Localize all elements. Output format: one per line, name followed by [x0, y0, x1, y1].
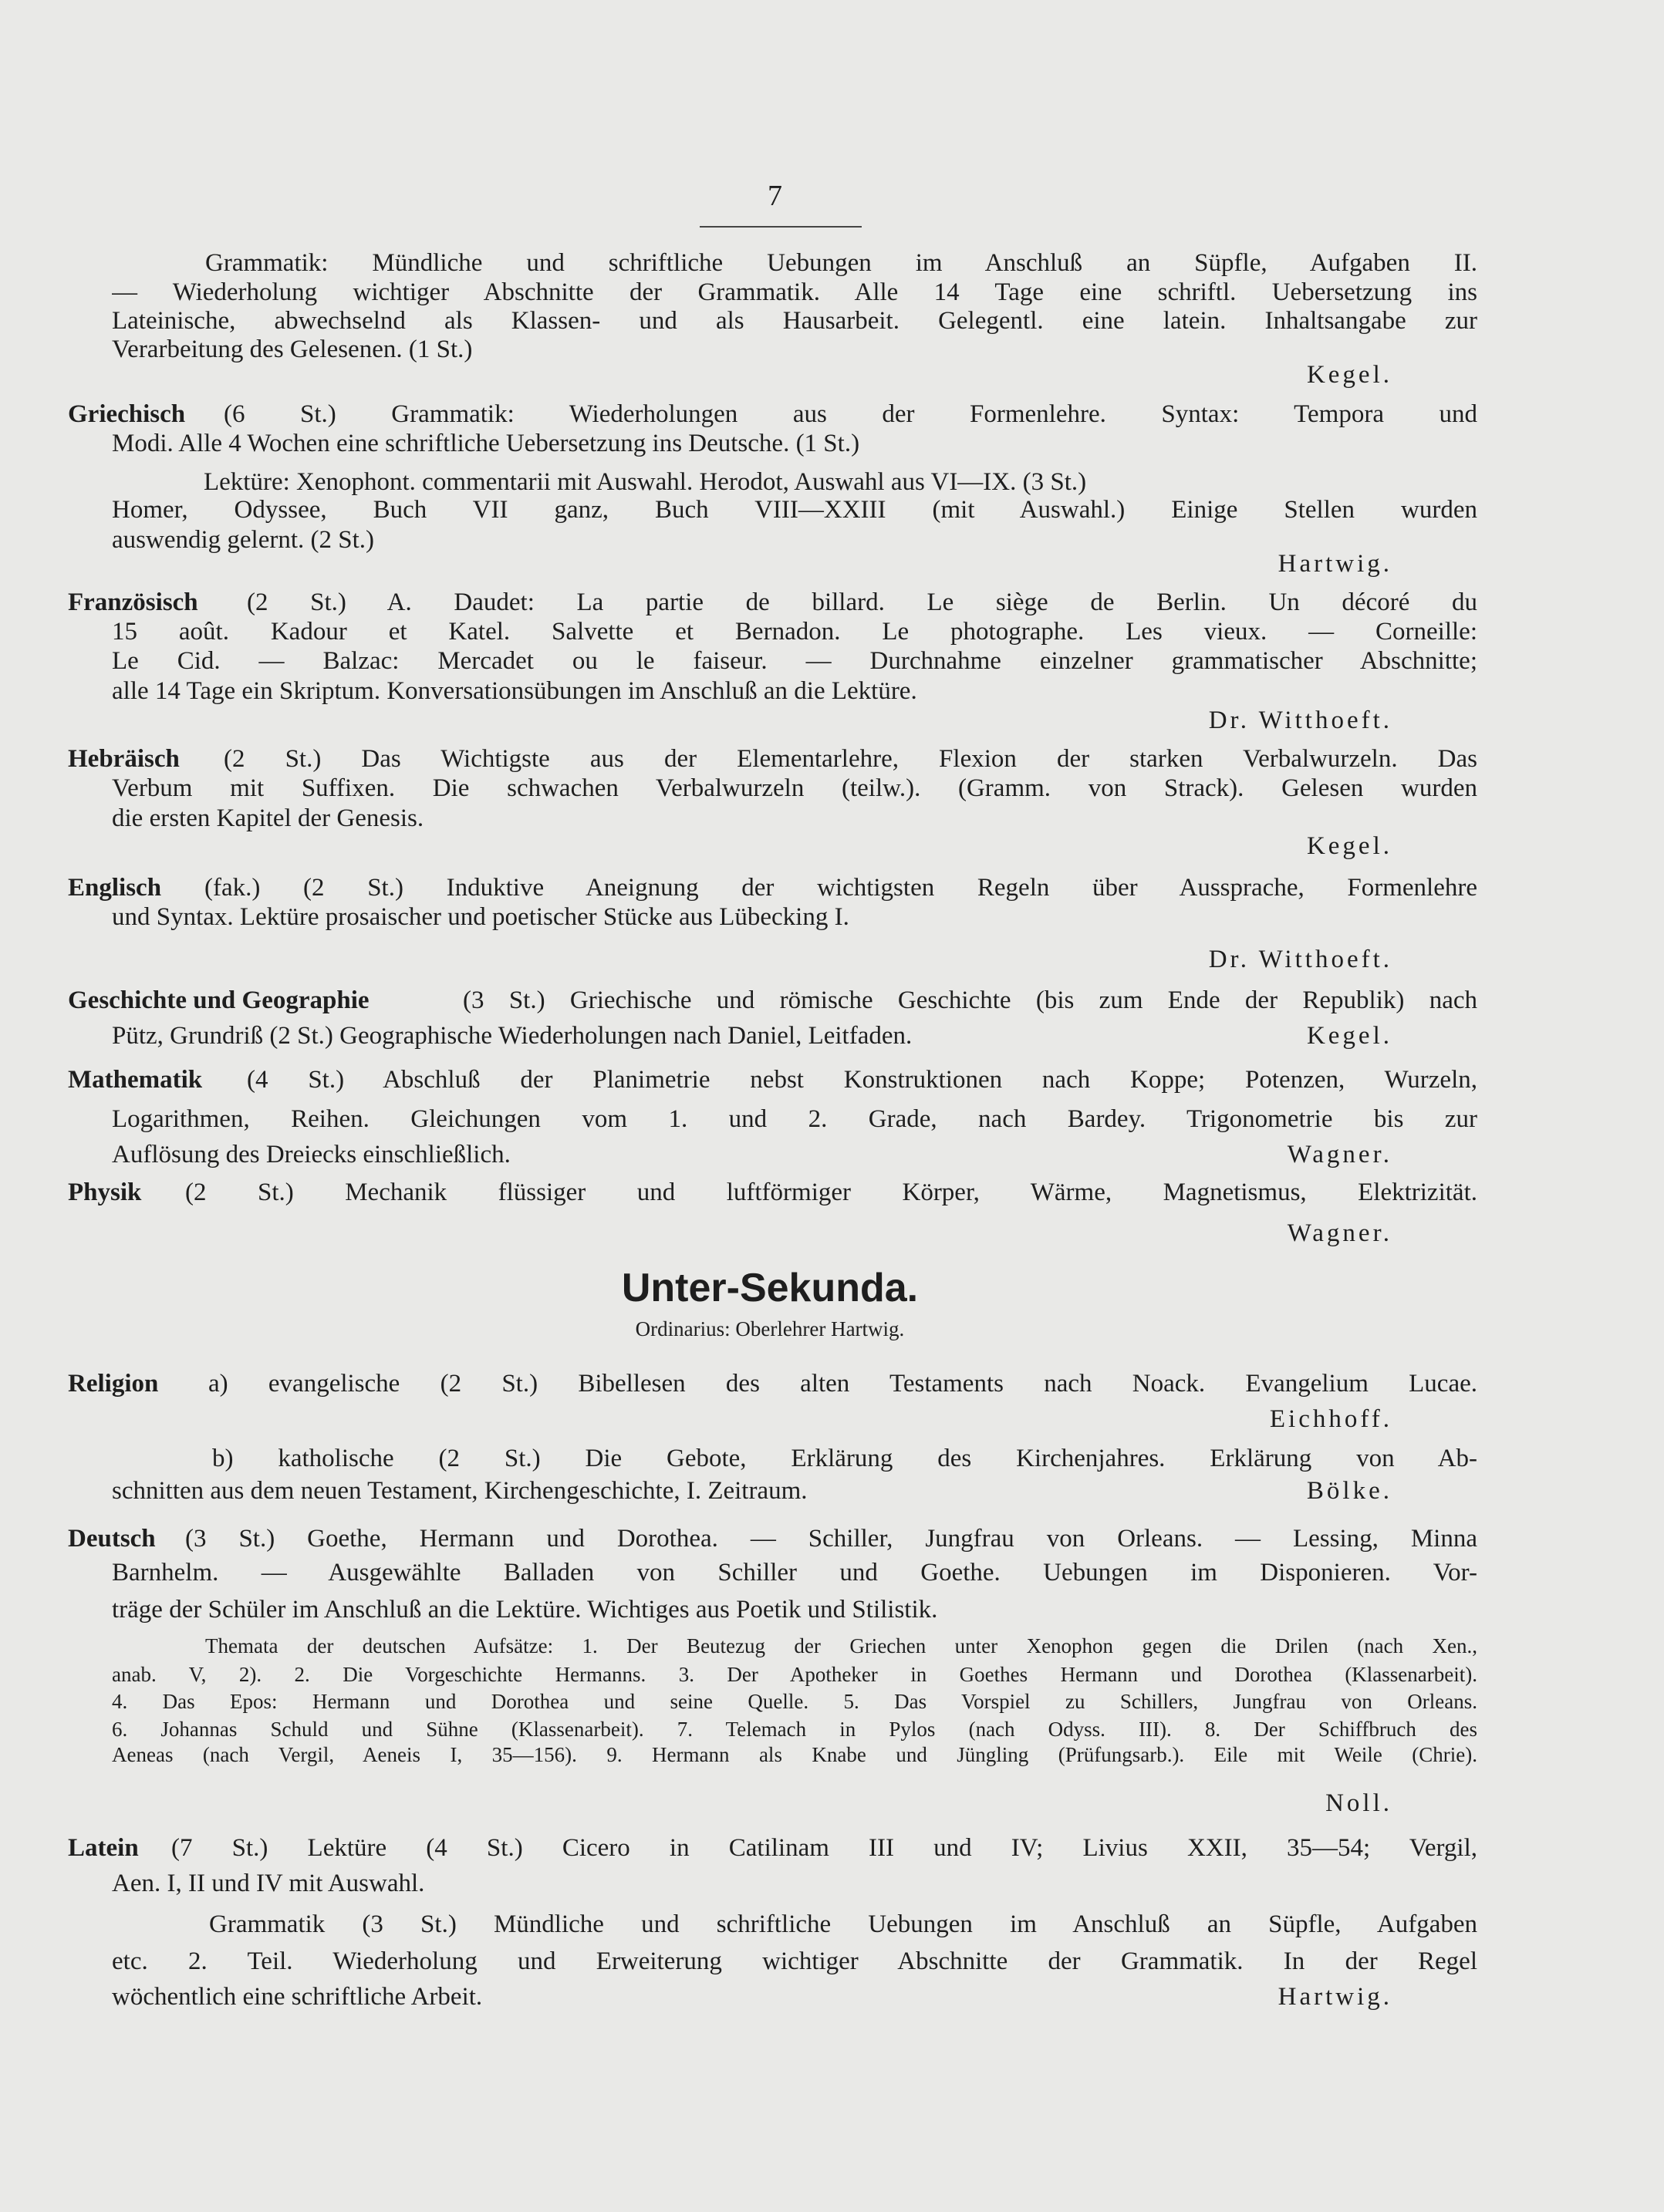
text-line: träge der Schüler im Anschluß an die Lektüre. Wichtiges aus Poetik und Stilistik. — [112, 1596, 938, 1624]
themata-line: 4. Das Epos: Hermann und Dorothea und seine Quelle. 5. Das Vorspiel zu Schillers, Jungfrau von Orleans. — [112, 1690, 1477, 1713]
text-line: schnitten aus dem neuen Testament, Kirchengeschichte, I. Zeitraum. — [112, 1477, 808, 1505]
teacher-signature: Noll. — [1325, 1789, 1392, 1817]
subject-heading: Englisch — [68, 874, 162, 902]
text-line: (7 St.) Lektüre (4 St.) Cicero in Catilinam III und IV; Livius XXII, 35—54; Vergil, — [171, 1834, 1477, 1862]
teacher-signature: Dr. Witthoeft. — [1208, 946, 1392, 973]
teacher-signature: Hartwig. — [1278, 1983, 1392, 2011]
text-line: Le Cid. — Balzac: Mercadet ou le faiseur. — Durchnahme einzelner grammatischer Abschnitte; — [112, 647, 1477, 675]
text-line: Lektüre: Xenophont. commentarii mit Auswahl. Herodot, Auswahl aus VI—IX. (3 St.) — [204, 468, 1087, 496]
text-line: (3 St.) Goethe, Hermann und Dorothea. — Schiller, Jungfrau von Orleans. — Lessing, Minna — [185, 1525, 1477, 1553]
teacher-signature: Kegel. — [1306, 1022, 1392, 1050]
subject-heading: Französisch — [68, 588, 198, 616]
text-line: Modi. Alle 4 Wochen eine schriftliche Uebersetzung ins Deutsche. (1 St.) — [112, 430, 860, 457]
text-line: etc. 2. Teil. Wiederholung und Erweiterung wichtiger Abschnitte der Grammatik. In der Regel — [112, 1947, 1477, 1975]
subject-heading: Mathematik — [68, 1066, 203, 1094]
teacher-signature: Eichhoff. — [1269, 1405, 1392, 1433]
text-line: Grammatik: Mündliche und schriftliche Uebungen im Anschluß an Süpfle, Aufgaben II. — [205, 249, 1477, 277]
teacher-signature: Bölke. — [1306, 1477, 1392, 1505]
text-line: (6 St.) Grammatik: Wiederholungen aus der Formenlehre. Syntax: Tempora und — [224, 400, 1477, 428]
teacher-signature: Kegel. — [1306, 361, 1392, 389]
teacher-signature: Wagner. — [1287, 1141, 1392, 1168]
text-line: die ersten Kapitel der Genesis. — [112, 804, 424, 832]
subject-heading: Deutsch — [68, 1525, 156, 1553]
teacher-signature: Hartwig. — [1278, 550, 1392, 578]
subject-heading: Geschichte und Geographie — [68, 986, 370, 1014]
subject-heading: Physik — [68, 1178, 142, 1206]
themata-line: 6. Johannas Schuld und Sühne (Klassenarbeit). 7. Telemach in Pylos (nach Odyss. III). 8. Der Schiffbruch des — [112, 1718, 1477, 1741]
text-line: (2 St.) A. Daudet: La partie de billard. Le siège de Berlin. Un décoré du — [247, 588, 1477, 616]
text-line: Logarithmen, Reihen. Gleichungen vom 1. und 2. Grade, nach Bardey. Trigonometrie bis zur — [112, 1105, 1477, 1133]
text-line: Grammatik (3 St.) Mündliche und schriftliche Uebungen im Anschluß an Süpfle, Aufgaben — [209, 1910, 1477, 1938]
text-line: (fak.) (2 St.) Induktive Aneignung der wichtigsten Regeln über Aussprache, Formenlehre — [204, 874, 1477, 902]
teacher-signature: Dr. Witthoeft. — [1208, 706, 1392, 734]
text-line: Pütz, Grundriß (2 St.) Geographische Wiederholungen nach Daniel, Leitfaden. — [112, 1022, 913, 1050]
text-line: wöchentlich eine schriftliche Arbeit. — [112, 1983, 483, 2011]
text-line: Homer, Odyssee, Buch VII ganz, Buch VIII—XXIII (mit Auswahl.) Einige Stellen wurden — [112, 496, 1477, 524]
text-line: a) evangelische (2 St.) Bibellesen des alten Testaments nach Noack. Evangelium Lucae. — [208, 1370, 1477, 1398]
text-line: — Wiederholung wichtiger Abschnitte der Grammatik. Alle 14 Tage eine schriftl. Uebersetzung ins — [112, 278, 1477, 306]
themata-line: Themata der deutschen Aufsätze: 1. Der Beutezug der Griechen unter Xenophon gegen die Drilen (nach Xen., — [205, 1634, 1477, 1657]
text-line: (3 St.) Griechische und römische Geschichte (bis zum Ende der Republik) nach — [463, 986, 1477, 1014]
text-line: Aen. I, II und IV mit Auswahl. — [112, 1870, 425, 1897]
section-title: Unter-Sekunda. — [621, 1266, 919, 1310]
header-rule — [700, 226, 862, 228]
subject-heading: Griechisch — [68, 400, 186, 428]
text-line: Auflösung des Dreiecks einschließlich. — [112, 1141, 511, 1168]
subject-heading: Latein — [68, 1834, 139, 1862]
text-line: und Syntax. Lektüre prosaischer und poetischer Stücke aus Lübecking I. — [112, 903, 849, 931]
text-line: b) katholische (2 St.) Die Gebote, Erklärung des Kirchenjahres. Erklärung von Ab- — [212, 1445, 1477, 1472]
text-line: Verbum mit Suffixen. Die schwachen Verbalwurzeln (teilw.). (Gramm. von Strack). Gelesen wurden — [112, 774, 1477, 802]
themata-line: anab. V, 2). 2. Die Vorgeschichte Hermanns. 3. Der Apotheker in Goethes Hermann und Dorothea (Klassenarbeit). — [112, 1663, 1477, 1686]
text-line: (2 St.) Das Wichtigste aus der Elementarlehre, Flexion der starken Verbalwurzeln. Das — [224, 745, 1477, 773]
teacher-signature: Wagner. — [1287, 1219, 1392, 1247]
text-line: auswendig gelernt. (2 St.) — [112, 526, 375, 554]
text-line: Lateinische, abwechselnd als Klassen- und als Hausarbeit. Gelegentl. eine latein. Inhaltsangabe zur — [112, 307, 1477, 335]
text-line: (2 St.) Mechanik flüssiger und luftförmiger Körper, Wärme, Magnetismus, Elektrizität. — [185, 1178, 1477, 1206]
subject-heading: Hebräisch — [68, 745, 180, 773]
page-number: 7 — [768, 180, 782, 212]
ordinarius-line: Ordinarius: Oberlehrer Hartwig. — [635, 1317, 905, 1340]
text-line: alle 14 Tage ein Skriptum. Konversationsübungen im Anschluß an die Lektüre. — [112, 677, 917, 705]
teacher-signature: Kegel. — [1306, 832, 1392, 860]
subject-heading: Religion — [68, 1370, 159, 1398]
text-line: (4 St.) Abschluß der Planimetrie nebst Konstruktionen nach Koppe; Potenzen, Wurzeln, — [247, 1066, 1477, 1094]
text-line: Barnhelm. — Ausgewählte Balladen von Schiller und Goethe. Uebungen im Disponieren. Vor- — [112, 1559, 1477, 1587]
themata-line: Aeneas (nach Vergil, Aeneis I, 35—156). 9. Hermann als Knabe und Jüngling (Prüfungsarb.). Eile mit Weile (Chrie). — [112, 1743, 1477, 1766]
text-line: 15 août. Kadour et Katel. Salvette et Bernadon. Le photographe. Les vieux. — Corneille: — [112, 618, 1477, 646]
text-line: Verarbeitung des Gelesenen. (1 St.) — [112, 336, 473, 363]
